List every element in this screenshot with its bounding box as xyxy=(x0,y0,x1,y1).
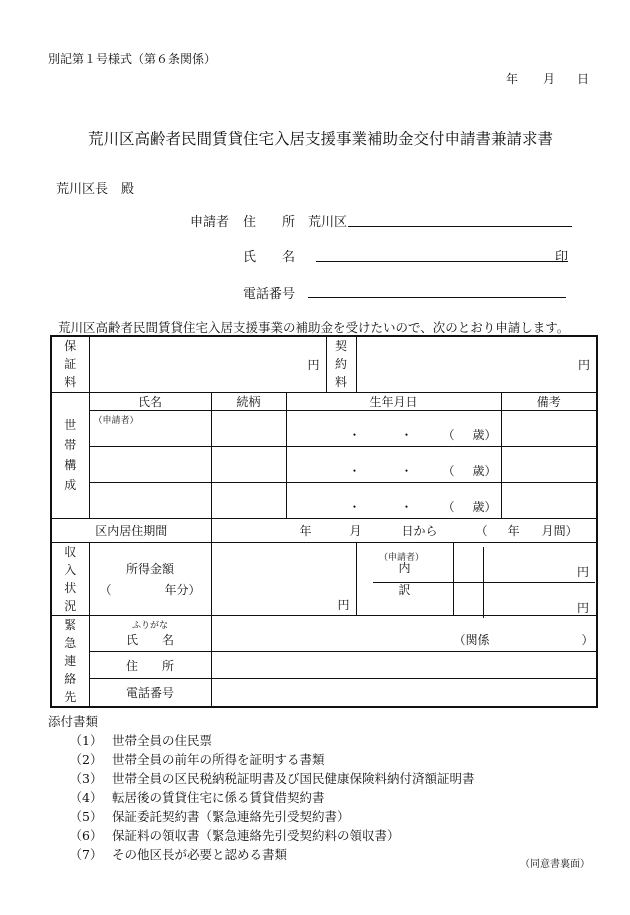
date-year-label: 年 xyxy=(506,72,519,86)
footer-note: （同意書裏面） xyxy=(520,859,590,870)
emergency-phone-label: 電話番号 xyxy=(89,679,211,707)
breakdown-other-amount[interactable]: 円 xyxy=(576,601,589,615)
guarantee-fee-field[interactable]: 円 xyxy=(89,336,326,392)
contract-fee-field[interactable]: 円 xyxy=(356,336,597,392)
income-label: 収入状況 xyxy=(51,542,89,615)
breakdown-applicant-amount[interactable]: 円 xyxy=(483,547,595,583)
attachment-text: 世帯全員の前年の所得を証明する書類 xyxy=(112,752,325,767)
name-input-line[interactable] xyxy=(316,261,568,262)
attachment-text: 保証料の領収書（緊急連絡先引受契約料の領収書） xyxy=(112,828,400,843)
attachment-number: （1） xyxy=(69,733,103,748)
attachments-section xyxy=(48,712,475,864)
attachment-item xyxy=(48,807,475,826)
emergency-label: 緊急連絡先 xyxy=(51,615,89,707)
addressee: 荒川区長 殿 xyxy=(56,182,135,197)
household-notes-field[interactable] xyxy=(501,410,597,446)
form-label: 別記第１号様式（第６条関係） xyxy=(48,52,217,66)
household-relation-field[interactable] xyxy=(211,482,286,518)
income-amount-label: 所得金額 （ 年分） xyxy=(89,542,211,615)
household-row xyxy=(51,446,597,482)
attachment-number: （5） xyxy=(69,809,103,824)
residence-period-label: 区内居住期間 xyxy=(51,518,211,542)
col-name: 氏名 xyxy=(89,392,211,410)
col-birthdate: 生年月日 xyxy=(286,392,501,410)
attachment-item xyxy=(48,750,475,769)
household-name-field[interactable]: （申請者） xyxy=(89,410,211,446)
household-name-field[interactable] xyxy=(89,482,211,518)
household-label: 世帯構成 xyxy=(51,392,89,518)
document-title: 荒川区高齢者民間賃貸住宅入居支援事業補助金交付申請書兼請求書 xyxy=(88,130,554,148)
income-breakdown xyxy=(373,547,595,618)
attachment-number: （6） xyxy=(69,828,103,843)
household-relation-field[interactable] xyxy=(211,410,286,446)
emergency-address-row xyxy=(51,651,597,679)
attachment-number: （2） xyxy=(69,752,103,767)
household-row xyxy=(51,482,597,518)
emergency-phone-row xyxy=(51,679,597,707)
residence-period-field[interactable]: 年 月 日から （ 年 月間） xyxy=(211,518,597,542)
income-amount-field[interactable]: 円 xyxy=(211,542,356,615)
emergency-address-field[interactable] xyxy=(211,651,597,679)
household-birth-field[interactable]: ・ ・ （ 歳） xyxy=(286,410,501,446)
household-notes-field[interactable] xyxy=(501,446,597,482)
attachment-text: その他区長が必要と認める書類 xyxy=(112,847,288,862)
attachment-item xyxy=(48,845,475,864)
breakdown-label: 内訳 xyxy=(356,542,453,615)
attachment-item xyxy=(48,731,475,750)
household-name-field[interactable] xyxy=(89,446,211,482)
emergency-name-label: ふりがな 氏 名 xyxy=(89,615,211,651)
attachment-number: （3） xyxy=(69,771,103,786)
applicant-phone-label: 電話番号 xyxy=(243,287,296,302)
phone-input-line[interactable] xyxy=(308,297,566,298)
address-input-line[interactable] xyxy=(348,226,572,227)
household-relation-field[interactable] xyxy=(211,446,286,482)
household-birth-field[interactable]: ・ ・ （ 歳） xyxy=(286,482,501,518)
breakdown-other-cell[interactable] xyxy=(373,583,484,618)
attachment-number: （7） xyxy=(69,847,103,862)
date-day-label: 日 xyxy=(577,72,590,86)
intro-text: 荒川区高齢者民間賃貸住宅入居支援事業の補助金を受けたいので、次のとおり申請します。 xyxy=(58,320,570,335)
residence-row xyxy=(51,518,597,542)
attachment-text: 世帯全員の住民票 xyxy=(112,733,213,748)
household-row xyxy=(51,410,597,446)
attachment-text: 転居後の賃貸住宅に係る賃貸借契約書 xyxy=(112,790,325,805)
applicant-address-label: 住 所 xyxy=(243,215,296,230)
address-prefix: 荒川区 xyxy=(308,215,348,230)
emergency-address-label: 住 所 xyxy=(89,651,211,679)
emergency-name-field[interactable]: （関係 ） xyxy=(211,615,597,651)
attachments-heading: 添付書類 xyxy=(48,714,99,729)
attachment-text: 保証委託契約書（緊急連絡先引受契約書） xyxy=(112,809,350,824)
seal-mark: 印 xyxy=(555,250,569,265)
attachment-text: 世帯全員の区民税納税証明書及び国民健康保険料納付済額証明書 xyxy=(112,771,475,786)
contract-fee-label: 契約料 xyxy=(326,336,356,392)
applicant-label: 申請者 xyxy=(190,215,230,230)
col-notes: 備考 xyxy=(501,392,597,410)
attachment-number: （4） xyxy=(69,790,103,805)
emergency-name-row xyxy=(51,615,597,651)
guarantee-fee-label: 保証料 xyxy=(51,336,89,392)
household-header-row xyxy=(51,392,597,410)
attachment-item xyxy=(48,826,475,845)
emergency-phone-field[interactable] xyxy=(211,679,597,707)
household-notes-field[interactable] xyxy=(501,482,597,518)
attachment-item xyxy=(48,788,475,807)
attachment-item xyxy=(48,769,475,788)
attachment-list xyxy=(48,731,475,864)
fees-row xyxy=(51,336,597,392)
breakdown-applicant-cell[interactable]: （申請者） xyxy=(373,547,484,583)
household-birth-field[interactable]: ・ ・ （ 歳） xyxy=(286,446,501,482)
date-month-label: 月 xyxy=(543,72,556,86)
applicant-name-label: 氏 名 xyxy=(243,250,296,265)
col-relation: 続柄 xyxy=(211,392,286,410)
application-table xyxy=(50,335,598,708)
